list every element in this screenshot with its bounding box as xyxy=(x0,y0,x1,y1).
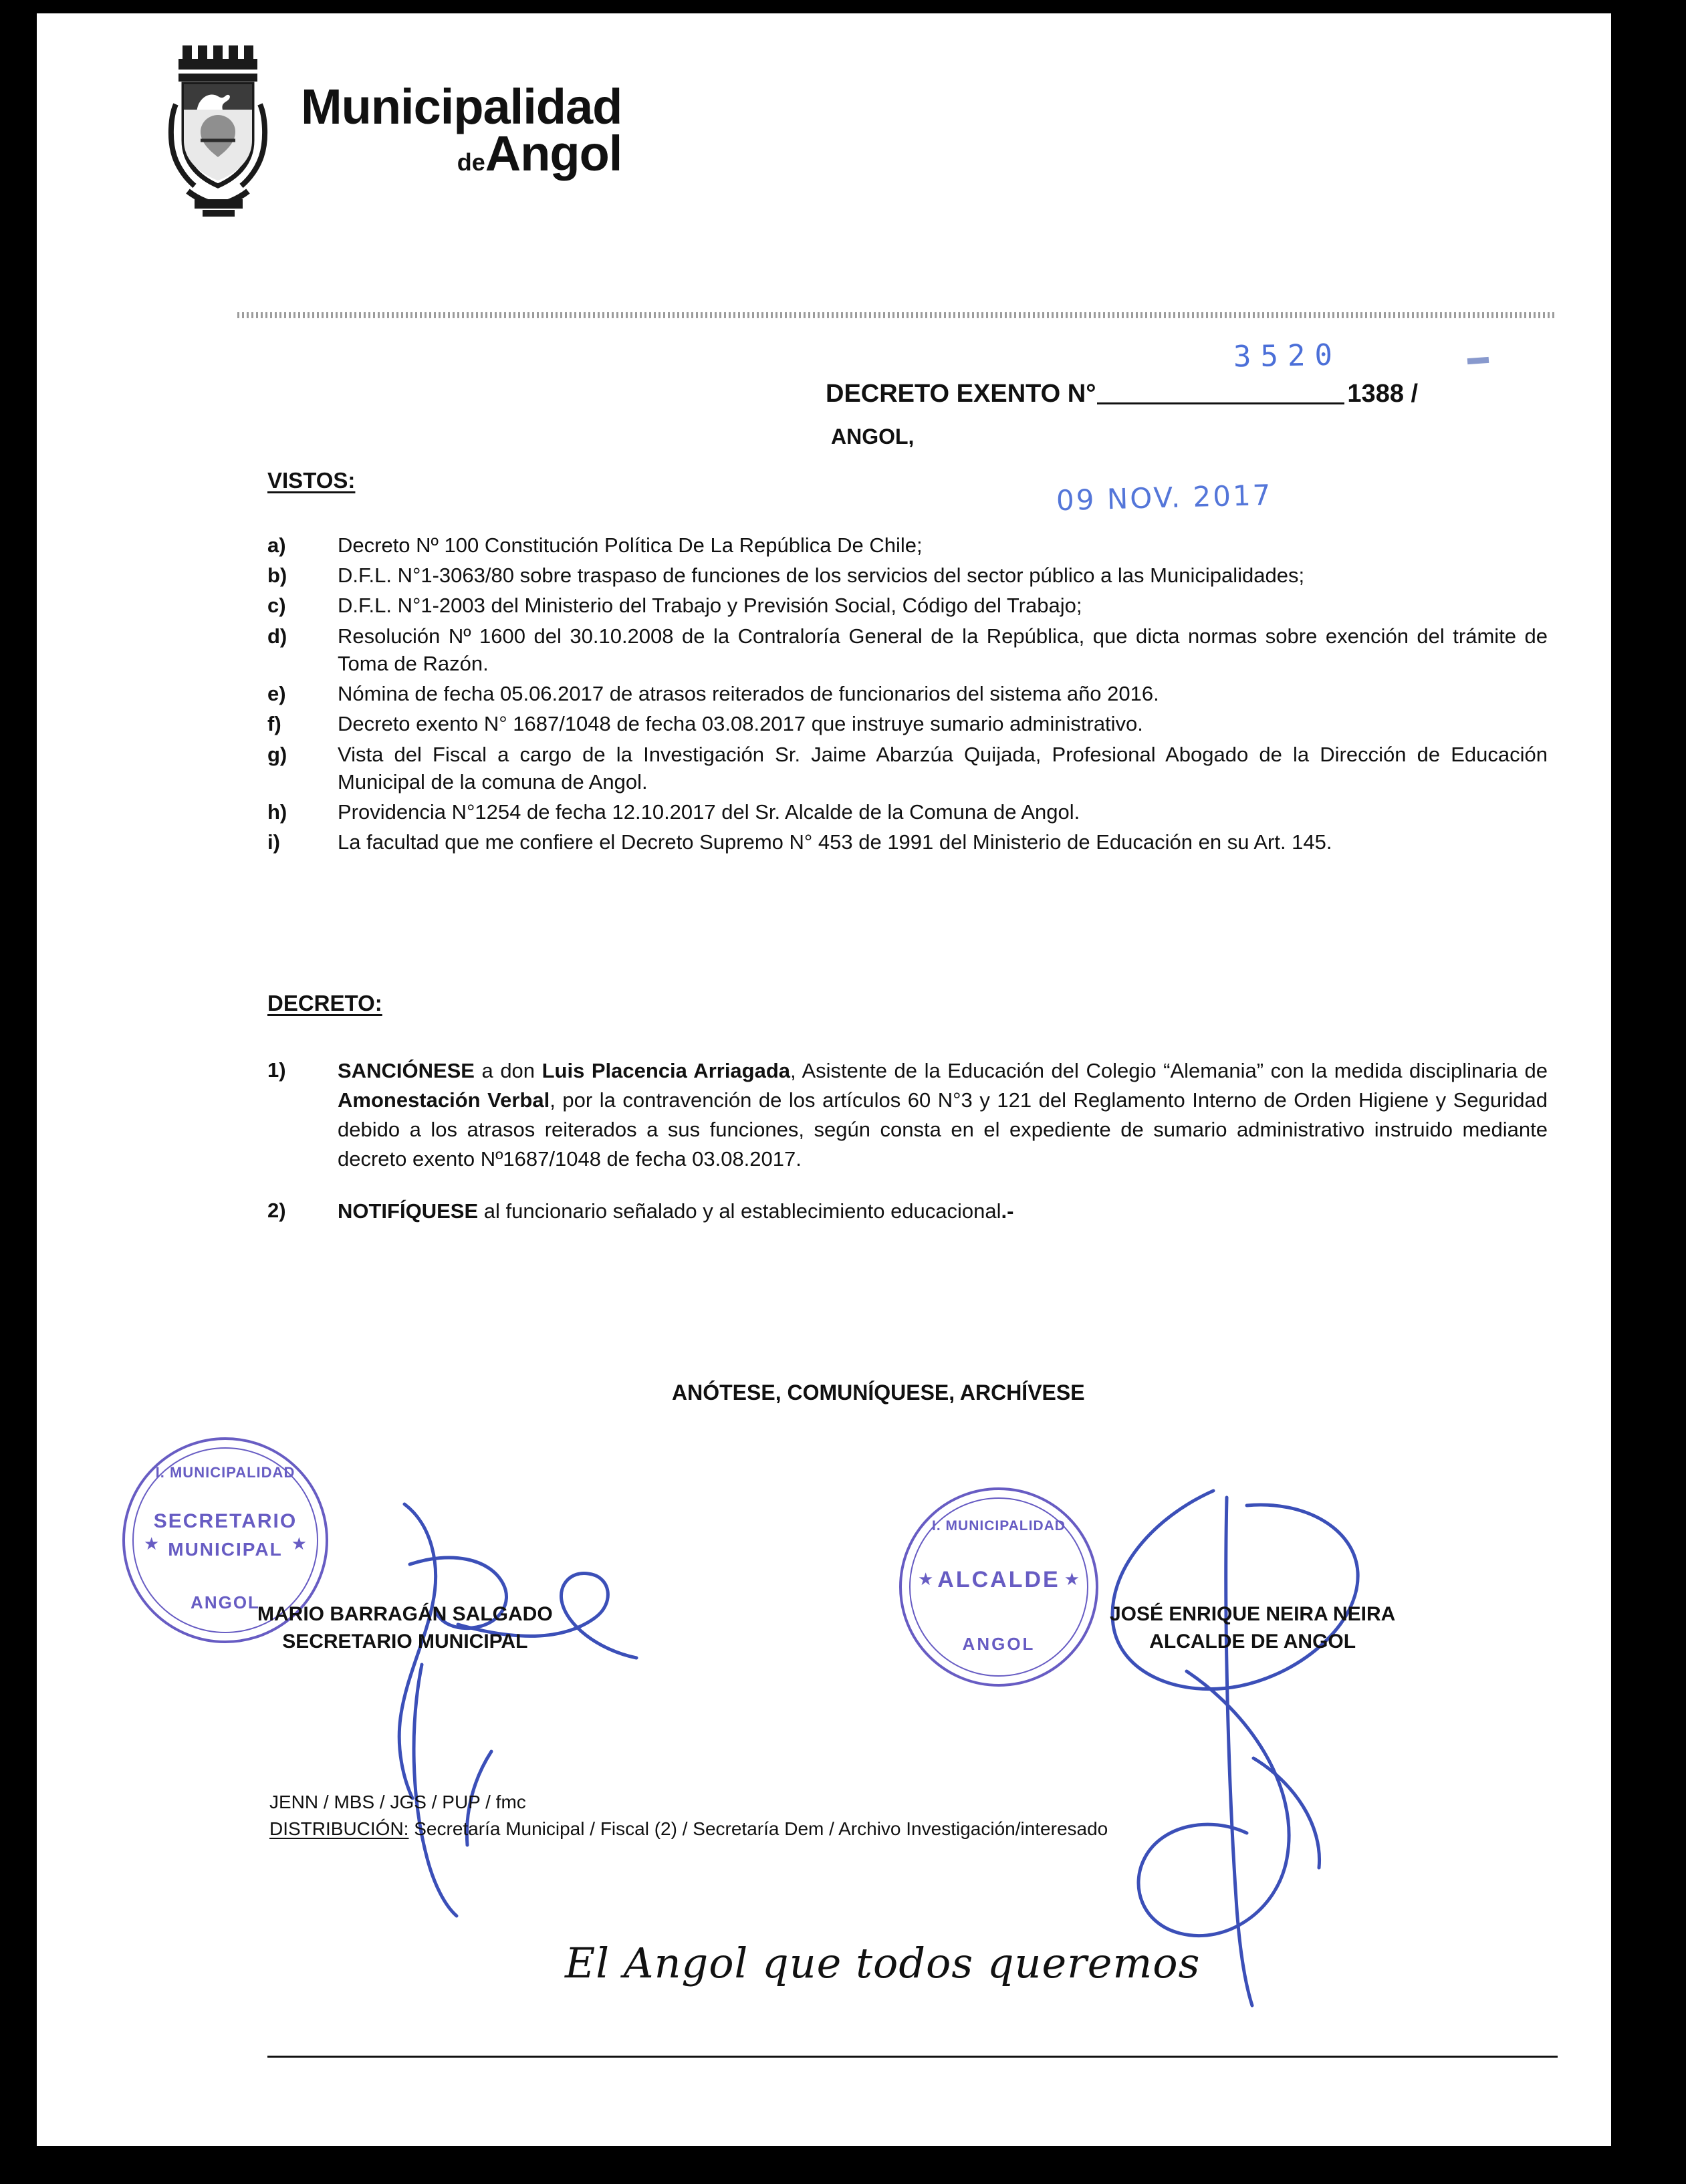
list-item-marker: a) xyxy=(267,533,286,557)
header-divider xyxy=(237,312,1554,318)
list-item-text: Decreto Nº 100 Constitución Política De La República De Chile; xyxy=(338,533,923,557)
list-item-marker: h) xyxy=(267,800,287,824)
list-item xyxy=(267,798,1548,826)
seal-alcalde xyxy=(899,1487,1098,1687)
seal-top-text: I. MUNICIPALIDAD xyxy=(155,1464,295,1481)
list-item-text: La facultad que me confiere el Decreto Supremo N° 453 de 1991 del Ministerio de Educación en su Art. 145. xyxy=(338,830,1332,854)
list-item-text xyxy=(338,1056,1548,1174)
footer-initials: JENN / MBS / JGS / PUP / fmc xyxy=(269,1792,526,1812)
list-item-text: Resolución Nº 1600 del 30.10.2008 de la Contraloría General de la República, que dicta normas sobre exención del trámite de Toma de Razón. xyxy=(338,624,1548,675)
decree-measure: Amonestación Verbal xyxy=(338,1088,550,1112)
list-item xyxy=(267,531,1548,559)
seal-bottom-text: ANGOL xyxy=(191,1592,260,1612)
list-item xyxy=(267,622,1548,677)
seal-star-icon: ★ xyxy=(918,1569,934,1589)
list-item-text xyxy=(338,1197,1548,1226)
signature-role: ALCALDE DE ANGOL xyxy=(1149,1630,1356,1653)
list-item xyxy=(267,562,1548,589)
seal-mid-text: ALCALDE xyxy=(937,1567,1060,1592)
coat-of-arms-icon xyxy=(164,40,281,221)
list-item xyxy=(267,592,1548,619)
decree-title-line xyxy=(826,380,1418,408)
list-item-marker: 2) xyxy=(267,1199,286,1223)
seal-top-text: I. MUNICIPALIDAD xyxy=(932,1518,1066,1534)
list-item xyxy=(267,1056,1548,1174)
seal-star-icon: ★ xyxy=(144,1534,160,1554)
list-item-marker: g) xyxy=(267,742,287,766)
list-item-marker: i) xyxy=(267,830,280,854)
list-item-marker: 1) xyxy=(267,1058,286,1082)
signature-block-secretario xyxy=(257,1601,553,1655)
signature-name: JOSÉ ENRIQUE NEIRA NEIRA xyxy=(1110,1603,1396,1625)
footer-divider xyxy=(267,2056,1558,2058)
signature-block-alcalde xyxy=(1110,1601,1395,1655)
decree-city: ANGOL, xyxy=(831,424,915,449)
footer-distribution xyxy=(269,1818,1108,1840)
decree-text-a: al funcionario señalado y al establecimiento educacional xyxy=(478,1199,1001,1223)
list-item-text: Providencia N°1254 de fecha 12.10.2017 del Sr. Alcalde de la Comuna de Angol. xyxy=(338,800,1080,824)
stamp-date: 09 NOV. 2017 xyxy=(1056,478,1274,517)
org-name-city: Angol xyxy=(485,126,622,181)
signature-name: MARIO BARRAGÁN SALGADO xyxy=(257,1603,553,1625)
signature-role: SECRETARIO MUNICIPAL xyxy=(282,1630,528,1653)
list-item-marker: e) xyxy=(267,682,286,706)
decree-tail: .- xyxy=(1001,1199,1014,1223)
seal-mid-text: SECRETARIO xyxy=(153,1510,297,1532)
list-item xyxy=(267,680,1548,707)
list-item-text: D.F.L. N°1-3063/80 sobre traspaso de funciones de los servicios del sector público a las Municipalidades; xyxy=(338,564,1305,588)
org-wordmark xyxy=(301,78,622,181)
list-item xyxy=(267,710,1548,737)
signature-stroke-secretario xyxy=(358,1464,705,1932)
section-title-vistos: VISTOS: xyxy=(267,468,356,493)
decree-number: 1388 / xyxy=(1347,380,1419,408)
closing-formula: ANÓTESE, COMUNÍQUESE, ARCHÍVESE xyxy=(672,1380,1085,1405)
list-item-marker: c) xyxy=(267,594,286,618)
org-name-line1: Municipalidad xyxy=(301,78,622,134)
letterhead xyxy=(164,40,622,221)
list-item-marker: d) xyxy=(267,624,287,648)
vistos-list xyxy=(267,531,1548,858)
stamp-folio-number: 3520 xyxy=(1233,338,1342,374)
decree-person-name: Luis Placencia Arriagada xyxy=(541,1059,791,1082)
stamp-dash-mark xyxy=(1467,357,1489,364)
seal-star-icon: ★ xyxy=(1064,1569,1080,1589)
decree-text-a: a don xyxy=(474,1059,542,1082)
footer-distribution-value: Secretaría Municipal / Fiscal (2) / Secretaría Dem / Archivo Investigación/interesado xyxy=(408,1818,1108,1839)
list-item xyxy=(267,741,1548,796)
decree-verb: NOTIFÍQUESE xyxy=(338,1199,479,1223)
list-item-marker: b) xyxy=(267,564,287,588)
footer-slogan: El Angol que todos queremos xyxy=(565,1939,1201,1987)
list-item xyxy=(267,828,1548,856)
list-item xyxy=(267,1197,1548,1226)
list-item-text: Decreto exento N° 1687/1048 de fecha 03.08.2017 que instruye sumario administrativo. xyxy=(338,712,1143,736)
org-name-line2 xyxy=(301,126,622,181)
decree-number-blank xyxy=(1097,382,1344,404)
seal-mid2-text: MUNICIPAL xyxy=(168,1539,283,1560)
list-item-text: Nómina de fecha 05.06.2017 de atrasos reiterados de funcionarios del sistema año 2016. xyxy=(338,682,1159,706)
decreto-list xyxy=(267,1056,1548,1249)
decree-title-label: DECRETO EXENTO N° xyxy=(826,380,1096,408)
list-item-marker: f) xyxy=(267,712,281,736)
list-item-text: Vista del Fiscal a cargo de la Investigación Sr. Jaime Abarzúa Quijada, Profesional Abogado de la Dirección de Educación Municipal de la comuna de Angol. xyxy=(338,742,1548,794)
decree-text-c: , por la contravención de los artículos 60 N°3 y 121 del Reglamento Interno de Orden Higiene y Seguridad debido a los atrasos reiterados a sus funciones, según consta en el expediente de sumario administrativo instruido mediante decreto exento Nº1687/1048 de fecha 03.08.2017. xyxy=(338,1088,1548,1171)
section-title-decreto: DECRETO: xyxy=(267,991,382,1015)
org-name-de: de xyxy=(457,148,485,176)
seal-bottom-text: ANGOL xyxy=(962,1634,1036,1654)
document-page xyxy=(37,13,1611,2146)
footer-distribution-label: DISTRIBUCIÓN: xyxy=(269,1818,409,1839)
seal-star-icon: ★ xyxy=(291,1534,307,1554)
decree-verb: SANCIÓNESE xyxy=(338,1059,475,1082)
list-item-text: D.F.L. N°1-2003 del Ministerio del Trabajo y Previsión Social, Código del Trabajo; xyxy=(338,594,1082,618)
decree-text-b: , Asistente de la Educación del Colegio “Alemania” con la medida disciplinaria de xyxy=(790,1059,1548,1082)
